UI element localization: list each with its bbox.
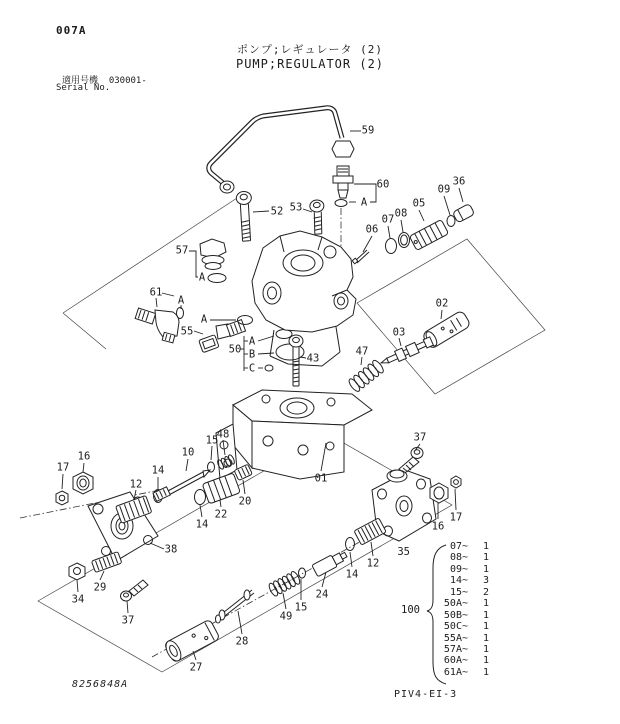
leader-line bbox=[361, 357, 362, 365]
part-callout-10: 10 bbox=[181, 446, 195, 459]
leader-line bbox=[62, 474, 63, 489]
o-ring-14-mid bbox=[195, 490, 206, 505]
page-title-japanese: ポンプ;レギュレータ (2) bbox=[236, 43, 384, 56]
leader-line bbox=[258, 353, 274, 354]
bolt-52 bbox=[236, 191, 255, 242]
o-ring-60a bbox=[335, 200, 347, 207]
part-callout-55: 55 bbox=[180, 325, 194, 338]
part-callout-61: 61 bbox=[149, 286, 163, 299]
part-callout-07: 07 bbox=[381, 213, 395, 226]
leader-line bbox=[220, 500, 221, 507]
leader-line bbox=[238, 611, 242, 634]
leader-line bbox=[77, 580, 78, 592]
leader-line bbox=[127, 601, 128, 613]
serial-number-japanese: 適用号機 030001- bbox=[62, 76, 147, 86]
part-callout-17: 17 bbox=[449, 511, 463, 524]
part-callout-A: A bbox=[177, 294, 185, 307]
leader-line bbox=[419, 210, 424, 221]
part-callout-12: 12 bbox=[129, 478, 143, 491]
part-callout-37: 37 bbox=[121, 614, 135, 627]
leader-line bbox=[363, 236, 372, 252]
parts-list-item: 50A~ 1 bbox=[443, 598, 489, 610]
part-callout-05: 05 bbox=[412, 197, 426, 210]
part-callout-A: A bbox=[248, 335, 256, 348]
part-callout-24: 24 bbox=[315, 588, 329, 601]
part-callout-06: 06 bbox=[365, 223, 379, 236]
nut-34 bbox=[69, 563, 85, 580]
part-callout-A: A bbox=[200, 313, 208, 326]
leader-line bbox=[459, 188, 463, 202]
part-callout-08: 08 bbox=[394, 207, 408, 220]
part-callout-38: 38 bbox=[164, 543, 178, 556]
parts-list-item: 08~ 1 bbox=[449, 552, 489, 564]
parts-list-item: 09~ 1 bbox=[449, 563, 489, 575]
leader-line bbox=[444, 196, 450, 215]
part-callout-14: 14 bbox=[345, 568, 359, 581]
parts-list-item: 50B~ 1 bbox=[443, 609, 489, 621]
plug-57 bbox=[189, 239, 226, 283]
part-callout-49: 49 bbox=[279, 610, 293, 623]
seal-07 bbox=[386, 239, 397, 254]
nut-16-left bbox=[73, 472, 93, 494]
part-callout-60: 60 bbox=[376, 178, 390, 191]
rod-28 bbox=[216, 590, 255, 623]
leader-line bbox=[100, 571, 104, 580]
parts-group-label-35: 35 bbox=[397, 546, 410, 558]
leader-line bbox=[455, 489, 456, 510]
part-callout-53: 53 bbox=[289, 201, 303, 214]
plug-36 bbox=[452, 203, 474, 223]
spool-03 bbox=[379, 336, 434, 368]
parts-list-brace bbox=[427, 545, 446, 684]
bolt-37-upper bbox=[399, 448, 423, 475]
leader-line bbox=[211, 446, 212, 460]
fitting-60 bbox=[333, 166, 376, 207]
parts-list-item: 07~ 1 bbox=[449, 541, 489, 552]
part-callout-15: 15 bbox=[205, 434, 219, 447]
nut-17-left bbox=[56, 491, 68, 505]
part-callout-27: 27 bbox=[189, 661, 203, 674]
part-callout-B: B bbox=[248, 348, 256, 361]
bolt-43 bbox=[289, 335, 303, 386]
part-callout-37: 37 bbox=[413, 431, 427, 444]
parts-list-item: 61A~ 1 bbox=[443, 666, 489, 678]
leader-line bbox=[194, 331, 203, 334]
leader-line bbox=[156, 298, 157, 307]
part-callout-28: 28 bbox=[235, 635, 249, 648]
part-callout-22: 22 bbox=[214, 508, 228, 521]
o-ring-14-right bbox=[346, 538, 355, 551]
part-callout-02: 02 bbox=[435, 297, 449, 310]
leader-line bbox=[300, 357, 306, 358]
part-callout-16: 16 bbox=[431, 520, 445, 533]
cylinder-27 bbox=[163, 619, 220, 663]
elbow-61 bbox=[135, 293, 183, 343]
leader-line bbox=[401, 220, 403, 232]
part-callout-14: 14 bbox=[195, 518, 209, 531]
pipe-59 bbox=[209, 108, 354, 193]
leader-line bbox=[388, 226, 390, 238]
stud-29 bbox=[91, 552, 121, 573]
pin-06 bbox=[352, 250, 369, 264]
part-callout-A: A bbox=[198, 271, 206, 284]
parts-list-item: 14~ 3 bbox=[449, 575, 489, 587]
part-callout-01: 01 bbox=[314, 472, 328, 485]
part-callout-14: 14 bbox=[151, 464, 165, 477]
part-callout-59: 59 bbox=[361, 124, 375, 137]
serial-number-label: Serial No. bbox=[56, 83, 111, 93]
part-callout-09: 09 bbox=[437, 183, 451, 196]
leader-line bbox=[441, 310, 442, 319]
part-callout-03: 03 bbox=[392, 326, 406, 339]
piston-24 bbox=[312, 549, 349, 577]
parts-list-item: 50C~ 1 bbox=[443, 621, 489, 633]
leader-line bbox=[253, 211, 269, 212]
page-title-english: PUMP;REGULATOR (2) bbox=[235, 57, 385, 71]
leader-line bbox=[83, 463, 84, 472]
drawing-number: 8256848A bbox=[72, 679, 129, 690]
o-ring-15-lower bbox=[299, 568, 306, 578]
parts-list-item: 60A~ 1 bbox=[443, 655, 489, 667]
o-ring-61a bbox=[177, 308, 184, 319]
part-callout-16: 16 bbox=[77, 450, 91, 463]
o-ring-50c bbox=[265, 365, 273, 371]
spring-47 bbox=[347, 359, 385, 393]
o-ring-50a bbox=[276, 330, 292, 339]
parts-list-item: 15~ 2 bbox=[449, 586, 489, 598]
plug-12-right bbox=[354, 518, 386, 545]
part-callout-50: 50 bbox=[228, 343, 242, 356]
sleeve-22 bbox=[202, 473, 240, 504]
leader-line bbox=[350, 552, 352, 567]
part-callout-12: 12 bbox=[366, 557, 380, 570]
spool-05 bbox=[409, 219, 448, 250]
nut-17-right bbox=[451, 476, 461, 488]
leader-line bbox=[258, 336, 274, 341]
part-callout-43: 43 bbox=[306, 352, 320, 365]
nut-16-right bbox=[430, 483, 448, 503]
document-code: PIV4-EI-3 bbox=[394, 689, 458, 700]
part-callout-34: 34 bbox=[71, 593, 85, 606]
part-callout-48: 48 bbox=[216, 428, 230, 441]
o-ring-57a bbox=[208, 274, 226, 283]
page-code: 007A bbox=[56, 24, 87, 37]
part-callout-20: 20 bbox=[238, 495, 252, 508]
part-callout-15: 15 bbox=[294, 601, 308, 614]
part-callout-47: 47 bbox=[355, 345, 369, 358]
part-callout-A: A bbox=[360, 196, 368, 209]
leader-line bbox=[371, 542, 373, 556]
bolt-53 bbox=[309, 200, 325, 235]
leader-line bbox=[399, 338, 401, 346]
parts-group-label-100: 100 bbox=[401, 604, 420, 616]
part-callout-57: 57 bbox=[175, 244, 189, 257]
leader-line bbox=[186, 459, 188, 471]
upper-valve-body bbox=[252, 231, 356, 366]
regulator-body-01 bbox=[216, 390, 372, 479]
parts-list-item: 55A~ 1 bbox=[443, 632, 489, 644]
part-callout-36: 36 bbox=[452, 175, 466, 188]
bolt-37-lower bbox=[121, 580, 149, 601]
parts-list-item: 57A~ 1 bbox=[443, 643, 489, 655]
ring-08 bbox=[399, 233, 410, 248]
part-callout-C: C bbox=[248, 362, 256, 375]
o-ring-15-upper bbox=[208, 462, 215, 472]
part-callout-17: 17 bbox=[56, 461, 70, 474]
part-callout-29: 29 bbox=[93, 581, 107, 594]
part-callout-52: 52 bbox=[270, 205, 284, 218]
leader-line bbox=[150, 543, 164, 549]
spring-49 bbox=[267, 570, 301, 597]
ring-09 bbox=[447, 216, 455, 227]
